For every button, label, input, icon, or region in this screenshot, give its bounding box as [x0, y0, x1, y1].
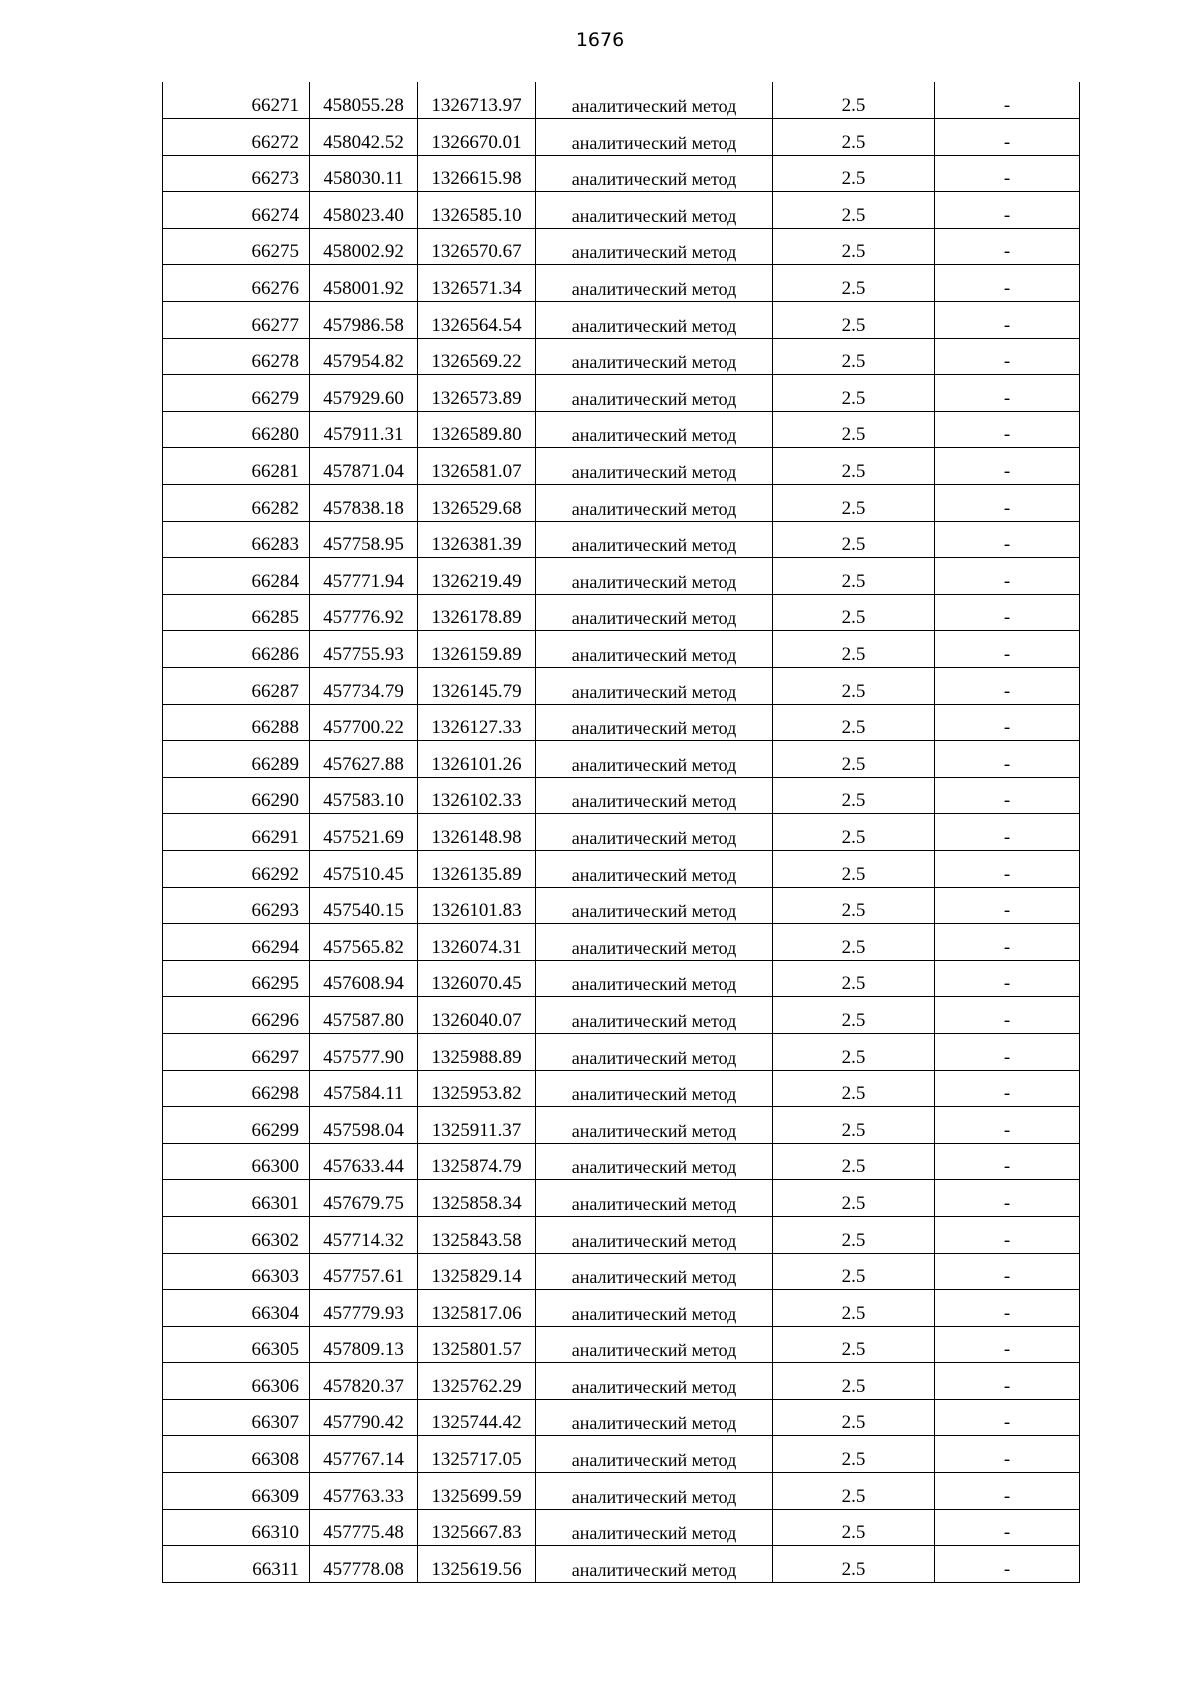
accuracy-cell: 2.5 — [773, 448, 935, 485]
x-coordinate-cell: 458055.28 — [310, 82, 418, 119]
accuracy-cell: 2.5 — [773, 302, 935, 339]
accuracy-cell: 2.5 — [773, 375, 935, 412]
table-row — [163, 1326, 1080, 1363]
note-cell: - — [935, 558, 1080, 595]
table-row — [163, 814, 1080, 851]
method-cell: аналитический метод — [536, 375, 773, 412]
accuracy-cell: 2.5 — [773, 704, 935, 741]
method-cell: аналитический метод — [536, 338, 773, 375]
point-number-cell: 66299 — [163, 1107, 310, 1144]
point-number-cell: 66310 — [163, 1509, 310, 1546]
method-cell: аналитический метод — [536, 594, 773, 631]
x-coordinate-cell: 457986.58 — [310, 302, 418, 339]
x-coordinate-cell: 457778.08 — [310, 1546, 418, 1583]
point-number-cell: 66280 — [163, 411, 310, 448]
y-coordinate-cell: 1326381.39 — [418, 521, 536, 558]
y-coordinate-cell: 1326178.89 — [418, 594, 536, 631]
method-cell: аналитический метод — [536, 631, 773, 668]
note-cell: - — [935, 850, 1080, 887]
table-row — [163, 155, 1080, 192]
note-cell: - — [935, 668, 1080, 705]
accuracy-cell: 2.5 — [773, 1070, 935, 1107]
note-cell: - — [935, 411, 1080, 448]
x-coordinate-cell: 458030.11 — [310, 155, 418, 192]
table-row — [163, 924, 1080, 961]
method-cell: аналитический метод — [536, 1473, 773, 1510]
accuracy-cell: 2.5 — [773, 1326, 935, 1363]
y-coordinate-cell: 1326713.97 — [418, 82, 536, 119]
note-cell: - — [935, 119, 1080, 156]
point-number-cell: 66287 — [163, 668, 310, 705]
point-number-cell: 66274 — [163, 192, 310, 229]
y-coordinate-cell: 1325874.79 — [418, 1143, 536, 1180]
accuracy-cell: 2.5 — [773, 1473, 935, 1510]
point-number-cell: 66277 — [163, 302, 310, 339]
accuracy-cell: 2.5 — [773, 1180, 935, 1217]
y-coordinate-cell: 1325953.82 — [418, 1070, 536, 1107]
accuracy-cell: 2.5 — [773, 1509, 935, 1546]
x-coordinate-cell: 457775.48 — [310, 1509, 418, 1546]
method-cell: аналитический метод — [536, 1107, 773, 1144]
table-row — [163, 777, 1080, 814]
x-coordinate-cell: 457757.61 — [310, 1253, 418, 1290]
x-coordinate-cell: 457776.92 — [310, 594, 418, 631]
accuracy-cell: 2.5 — [773, 82, 935, 119]
note-cell: - — [935, 631, 1080, 668]
y-coordinate-cell: 1325988.89 — [418, 1033, 536, 1070]
accuracy-cell: 2.5 — [773, 1399, 935, 1436]
method-cell: аналитический метод — [536, 1326, 773, 1363]
note-cell: - — [935, 228, 1080, 265]
point-number-cell: 66307 — [163, 1399, 310, 1436]
y-coordinate-cell: 1326101.26 — [418, 741, 536, 778]
note-cell: - — [935, 155, 1080, 192]
x-coordinate-cell: 457763.33 — [310, 1473, 418, 1510]
accuracy-cell: 2.5 — [773, 265, 935, 302]
accuracy-cell: 2.5 — [773, 1363, 935, 1400]
point-number-cell: 66297 — [163, 1033, 310, 1070]
y-coordinate-cell: 1326581.07 — [418, 448, 536, 485]
y-coordinate-cell: 1326127.33 — [418, 704, 536, 741]
accuracy-cell: 2.5 — [773, 1546, 935, 1583]
x-coordinate-cell: 457820.37 — [310, 1363, 418, 1400]
point-number-cell: 66303 — [163, 1253, 310, 1290]
x-coordinate-cell: 457598.04 — [310, 1107, 418, 1144]
table-row — [163, 1473, 1080, 1510]
note-cell: - — [935, 924, 1080, 961]
y-coordinate-cell: 1326570.67 — [418, 228, 536, 265]
table-row — [163, 338, 1080, 375]
table-row — [163, 82, 1080, 119]
x-coordinate-cell: 457838.18 — [310, 485, 418, 522]
point-number-cell: 66283 — [163, 521, 310, 558]
x-coordinate-cell: 457577.90 — [310, 1033, 418, 1070]
x-coordinate-cell: 457510.45 — [310, 850, 418, 887]
y-coordinate-cell: 1326571.34 — [418, 265, 536, 302]
accuracy-cell: 2.5 — [773, 1253, 935, 1290]
table-row — [163, 521, 1080, 558]
y-coordinate-cell: 1326070.45 — [418, 960, 536, 997]
note-cell: - — [935, 1290, 1080, 1327]
note-cell: - — [935, 338, 1080, 375]
point-number-cell: 66282 — [163, 485, 310, 522]
method-cell: аналитический метод — [536, 960, 773, 997]
x-coordinate-cell: 457521.69 — [310, 814, 418, 851]
point-number-cell: 66276 — [163, 265, 310, 302]
x-coordinate-cell: 457954.82 — [310, 338, 418, 375]
x-coordinate-cell: 457758.95 — [310, 521, 418, 558]
table-row — [163, 1399, 1080, 1436]
y-coordinate-cell: 1325699.59 — [418, 1473, 536, 1510]
method-cell: аналитический метод — [536, 997, 773, 1034]
accuracy-cell: 2.5 — [773, 887, 935, 924]
note-cell: - — [935, 1070, 1080, 1107]
y-coordinate-cell: 1325619.56 — [418, 1546, 536, 1583]
method-cell: аналитический метод — [536, 192, 773, 229]
x-coordinate-cell: 457679.75 — [310, 1180, 418, 1217]
method-cell: аналитический метод — [536, 155, 773, 192]
accuracy-cell: 2.5 — [773, 668, 935, 705]
accuracy-cell: 2.5 — [773, 1290, 935, 1327]
point-number-cell: 66286 — [163, 631, 310, 668]
y-coordinate-cell: 1326569.22 — [418, 338, 536, 375]
y-coordinate-cell: 1326145.79 — [418, 668, 536, 705]
method-cell: аналитический метод — [536, 119, 773, 156]
table-row — [163, 850, 1080, 887]
y-coordinate-cell: 1326102.33 — [418, 777, 536, 814]
note-cell: - — [935, 1363, 1080, 1400]
table-row — [163, 997, 1080, 1034]
x-coordinate-cell: 457565.82 — [310, 924, 418, 961]
accuracy-cell: 2.5 — [773, 521, 935, 558]
note-cell: - — [935, 1436, 1080, 1473]
y-coordinate-cell: 1325744.42 — [418, 1399, 536, 1436]
method-cell: аналитический метод — [536, 1143, 773, 1180]
method-cell: аналитический метод — [536, 558, 773, 595]
note-cell: - — [935, 777, 1080, 814]
note-cell: - — [935, 1033, 1080, 1070]
point-number-cell: 66309 — [163, 1473, 310, 1510]
method-cell: аналитический метод — [536, 448, 773, 485]
note-cell: - — [935, 1143, 1080, 1180]
method-cell: аналитический метод — [536, 265, 773, 302]
method-cell: аналитический метод — [536, 1546, 773, 1583]
method-cell: аналитический метод — [536, 850, 773, 887]
accuracy-cell: 2.5 — [773, 119, 935, 156]
point-number-cell: 66292 — [163, 850, 310, 887]
point-number-cell: 66305 — [163, 1326, 310, 1363]
table-row — [163, 960, 1080, 997]
note-cell: - — [935, 1216, 1080, 1253]
note-cell: - — [935, 265, 1080, 302]
table-row — [163, 704, 1080, 741]
method-cell: аналитический метод — [536, 485, 773, 522]
note-cell: - — [935, 814, 1080, 851]
method-cell: аналитический метод — [536, 924, 773, 961]
point-number-cell: 66271 — [163, 82, 310, 119]
point-number-cell: 66293 — [163, 887, 310, 924]
method-cell: аналитический метод — [536, 1509, 773, 1546]
x-coordinate-cell: 457587.80 — [310, 997, 418, 1034]
x-coordinate-cell: 458001.92 — [310, 265, 418, 302]
y-coordinate-cell: 1326219.49 — [418, 558, 536, 595]
point-number-cell: 66279 — [163, 375, 310, 412]
note-cell: - — [935, 1546, 1080, 1583]
method-cell: аналитический метод — [536, 668, 773, 705]
method-cell: аналитический метод — [536, 741, 773, 778]
point-number-cell: 66272 — [163, 119, 310, 156]
y-coordinate-cell: 1325667.83 — [418, 1509, 536, 1546]
note-cell: - — [935, 594, 1080, 631]
x-coordinate-cell: 457633.44 — [310, 1143, 418, 1180]
x-coordinate-cell: 457790.42 — [310, 1399, 418, 1436]
x-coordinate-cell: 457540.15 — [310, 887, 418, 924]
x-coordinate-cell: 457734.79 — [310, 668, 418, 705]
accuracy-cell: 2.5 — [773, 1436, 935, 1473]
x-coordinate-cell: 457767.14 — [310, 1436, 418, 1473]
y-coordinate-cell: 1325717.05 — [418, 1436, 536, 1473]
method-cell: аналитический метод — [536, 887, 773, 924]
coordinates-table — [162, 82, 1080, 1583]
x-coordinate-cell: 457583.10 — [310, 777, 418, 814]
accuracy-cell: 2.5 — [773, 1143, 935, 1180]
x-coordinate-cell: 457809.13 — [310, 1326, 418, 1363]
x-coordinate-cell: 457771.94 — [310, 558, 418, 595]
y-coordinate-cell: 1325801.57 — [418, 1326, 536, 1363]
accuracy-cell: 2.5 — [773, 741, 935, 778]
table-row — [163, 558, 1080, 595]
table-row — [163, 1107, 1080, 1144]
accuracy-cell: 2.5 — [773, 558, 935, 595]
y-coordinate-cell: 1326589.80 — [418, 411, 536, 448]
table-row — [163, 448, 1080, 485]
point-number-cell: 66275 — [163, 228, 310, 265]
x-coordinate-cell: 457871.04 — [310, 448, 418, 485]
accuracy-cell: 2.5 — [773, 997, 935, 1034]
y-coordinate-cell: 1326564.54 — [418, 302, 536, 339]
x-coordinate-cell: 457714.32 — [310, 1216, 418, 1253]
table-row — [163, 1363, 1080, 1400]
table-row — [163, 1290, 1080, 1327]
accuracy-cell: 2.5 — [773, 814, 935, 851]
y-coordinate-cell: 1325843.58 — [418, 1216, 536, 1253]
accuracy-cell: 2.5 — [773, 155, 935, 192]
x-coordinate-cell: 457779.93 — [310, 1290, 418, 1327]
x-coordinate-cell: 458002.92 — [310, 228, 418, 265]
table-row — [163, 119, 1080, 156]
table-row — [163, 302, 1080, 339]
y-coordinate-cell: 1326040.07 — [418, 997, 536, 1034]
table-row — [163, 228, 1080, 265]
method-cell: аналитический метод — [536, 704, 773, 741]
accuracy-cell: 2.5 — [773, 192, 935, 229]
accuracy-cell: 2.5 — [773, 777, 935, 814]
y-coordinate-cell: 1326615.98 — [418, 155, 536, 192]
note-cell: - — [935, 1399, 1080, 1436]
point-number-cell: 66306 — [163, 1363, 310, 1400]
note-cell: - — [935, 997, 1080, 1034]
method-cell: аналитический метод — [536, 1363, 773, 1400]
point-number-cell: 66302 — [163, 1216, 310, 1253]
table-row — [163, 411, 1080, 448]
table-row — [163, 265, 1080, 302]
table-row — [163, 1216, 1080, 1253]
table-row — [163, 594, 1080, 631]
point-number-cell: 66291 — [163, 814, 310, 851]
table-row — [163, 192, 1080, 229]
point-number-cell: 66298 — [163, 1070, 310, 1107]
note-cell: - — [935, 1473, 1080, 1510]
note-cell: - — [935, 485, 1080, 522]
table-row — [163, 887, 1080, 924]
x-coordinate-cell: 457700.22 — [310, 704, 418, 741]
y-coordinate-cell: 1326148.98 — [418, 814, 536, 851]
y-coordinate-cell: 1326074.31 — [418, 924, 536, 961]
x-coordinate-cell: 458023.40 — [310, 192, 418, 229]
x-coordinate-cell: 457627.88 — [310, 741, 418, 778]
method-cell: аналитический метод — [536, 1436, 773, 1473]
point-number-cell: 66290 — [163, 777, 310, 814]
point-number-cell: 66285 — [163, 594, 310, 631]
point-number-cell: 66301 — [163, 1180, 310, 1217]
accuracy-cell: 2.5 — [773, 338, 935, 375]
x-coordinate-cell: 457755.93 — [310, 631, 418, 668]
accuracy-cell: 2.5 — [773, 960, 935, 997]
y-coordinate-cell: 1326529.68 — [418, 485, 536, 522]
y-coordinate-cell: 1325858.34 — [418, 1180, 536, 1217]
accuracy-cell: 2.5 — [773, 228, 935, 265]
y-coordinate-cell: 1326670.01 — [418, 119, 536, 156]
note-cell: - — [935, 741, 1080, 778]
method-cell: аналитический метод — [536, 302, 773, 339]
note-cell: - — [935, 448, 1080, 485]
x-coordinate-cell: 457911.31 — [310, 411, 418, 448]
table-row — [163, 1509, 1080, 1546]
point-number-cell: 66295 — [163, 960, 310, 997]
point-number-cell: 66278 — [163, 338, 310, 375]
table-row — [163, 485, 1080, 522]
note-cell: - — [935, 521, 1080, 558]
note-cell: - — [935, 192, 1080, 229]
note-cell: - — [935, 887, 1080, 924]
point-number-cell: 66273 — [163, 155, 310, 192]
note-cell: - — [935, 375, 1080, 412]
note-cell: - — [935, 1326, 1080, 1363]
method-cell: аналитический метод — [536, 411, 773, 448]
table-body — [163, 82, 1080, 1582]
accuracy-cell: 2.5 — [773, 1107, 935, 1144]
x-coordinate-cell: 457929.60 — [310, 375, 418, 412]
page-number: 1676 — [575, 29, 625, 51]
table-row — [163, 631, 1080, 668]
accuracy-cell: 2.5 — [773, 1216, 935, 1253]
note-cell: - — [935, 1180, 1080, 1217]
y-coordinate-cell: 1325829.14 — [418, 1253, 536, 1290]
x-coordinate-cell: 457608.94 — [310, 960, 418, 997]
y-coordinate-cell: 1326573.89 — [418, 375, 536, 412]
y-coordinate-cell: 1325762.29 — [418, 1363, 536, 1400]
point-number-cell: 66300 — [163, 1143, 310, 1180]
method-cell: аналитический метод — [536, 82, 773, 119]
note-cell: - — [935, 704, 1080, 741]
y-coordinate-cell: 1326135.89 — [418, 850, 536, 887]
y-coordinate-cell: 1325817.06 — [418, 1290, 536, 1327]
note-cell: - — [935, 82, 1080, 119]
note-cell: - — [935, 960, 1080, 997]
table-row — [163, 741, 1080, 778]
y-coordinate-cell: 1326159.89 — [418, 631, 536, 668]
method-cell: аналитический метод — [536, 1180, 773, 1217]
table-row — [163, 1070, 1080, 1107]
y-coordinate-cell: 1326585.10 — [418, 192, 536, 229]
y-coordinate-cell: 1325911.37 — [418, 1107, 536, 1144]
method-cell: аналитический метод — [536, 1253, 773, 1290]
point-number-cell: 66294 — [163, 924, 310, 961]
table-row — [163, 1033, 1080, 1070]
accuracy-cell: 2.5 — [773, 594, 935, 631]
point-number-cell: 66311 — [163, 1546, 310, 1583]
point-number-cell: 66296 — [163, 997, 310, 1034]
method-cell: аналитический метод — [536, 777, 773, 814]
table-row — [163, 1546, 1080, 1583]
point-number-cell: 66304 — [163, 1290, 310, 1327]
method-cell: аналитический метод — [536, 521, 773, 558]
table-row — [163, 375, 1080, 412]
x-coordinate-cell: 457584.11 — [310, 1070, 418, 1107]
x-coordinate-cell: 458042.52 — [310, 119, 418, 156]
accuracy-cell: 2.5 — [773, 1033, 935, 1070]
point-number-cell: 66289 — [163, 741, 310, 778]
note-cell: - — [935, 1253, 1080, 1290]
accuracy-cell: 2.5 — [773, 631, 935, 668]
note-cell: - — [935, 1509, 1080, 1546]
accuracy-cell: 2.5 — [773, 924, 935, 961]
point-number-cell: 66281 — [163, 448, 310, 485]
accuracy-cell: 2.5 — [773, 850, 935, 887]
accuracy-cell: 2.5 — [773, 485, 935, 522]
note-cell: - — [935, 302, 1080, 339]
note-cell: - — [935, 1107, 1080, 1144]
point-number-cell: 66308 — [163, 1436, 310, 1473]
method-cell: аналитический метод — [536, 1399, 773, 1436]
method-cell: аналитический метод — [536, 228, 773, 265]
method-cell: аналитический метод — [536, 1070, 773, 1107]
table-row — [163, 1436, 1080, 1473]
point-number-cell: 66284 — [163, 558, 310, 595]
accuracy-cell: 2.5 — [773, 411, 935, 448]
method-cell: аналитический метод — [536, 814, 773, 851]
point-number-cell: 66288 — [163, 704, 310, 741]
table-row — [163, 668, 1080, 705]
method-cell: аналитический метод — [536, 1290, 773, 1327]
table-row — [163, 1180, 1080, 1217]
method-cell: аналитический метод — [536, 1033, 773, 1070]
table-row — [163, 1253, 1080, 1290]
y-coordinate-cell: 1326101.83 — [418, 887, 536, 924]
method-cell: аналитический метод — [536, 1216, 773, 1253]
table-row — [163, 1143, 1080, 1180]
